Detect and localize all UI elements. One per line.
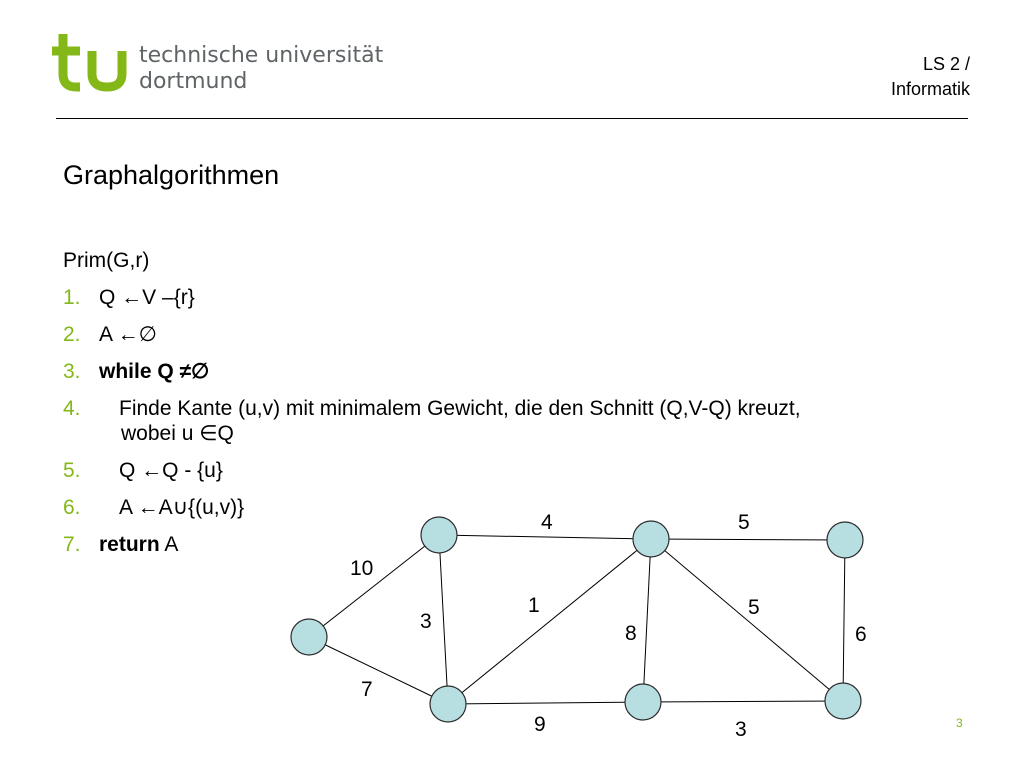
graph-node-c: [633, 521, 669, 557]
step-text: A ←A∪{(u,v)}: [119, 496, 245, 519]
graph-node-e: [430, 686, 466, 722]
step-number: 7.: [63, 533, 81, 556]
edge-weight-a-b: 10: [350, 557, 374, 580]
graph-edge-e-f: [448, 702, 643, 704]
step-text: Q ←V –{r}: [99, 286, 195, 309]
graph-edge-e-c: [448, 539, 651, 704]
algorithm-name: Prim(G,r): [63, 249, 150, 272]
step-text: Finde Kante (u,v) mit minimalem Gewicht, die den Schnitt (Q,V-Q) kreuzt,: [119, 397, 801, 420]
graph-node-b: [421, 517, 457, 553]
graph-node-a: [291, 619, 327, 655]
edge-weight-c-f: 8: [625, 622, 637, 645]
graph-edge-c-f: [643, 539, 651, 702]
step-text: Q ←Q - {u}: [119, 459, 223, 482]
edge-weight-b-e: 3: [420, 610, 432, 633]
chair-line2: Informatik: [890, 79, 970, 99]
graph-edge-a-e: [309, 637, 448, 704]
graph-edge-f-g: [643, 701, 843, 702]
graph-edge-b-c: [439, 535, 651, 539]
step-text: A ←∅: [99, 323, 157, 346]
graph-node-g: [825, 683, 861, 719]
step-number: 4.: [63, 397, 81, 420]
edge-weight-a-e: 7: [361, 678, 373, 701]
step-number: 1.: [63, 286, 81, 309]
edge-weight-e-f: 9: [534, 713, 546, 736]
step-text: A: [164, 533, 179, 556]
step-number: 6.: [63, 496, 81, 519]
page-number: 3: [956, 716, 963, 730]
edge-weight-e-c: 1: [528, 594, 540, 617]
step-keyword: return: [99, 533, 160, 556]
chair-line1: LS 2 /: [922, 54, 970, 74]
graph-edge-d-g: [843, 540, 845, 701]
graph-node-f: [625, 684, 661, 720]
edge-weight-c-g: 5: [748, 596, 760, 619]
graph-edge-c-g: [651, 539, 843, 701]
edge-weight-f-g: 3: [735, 718, 747, 741]
university-name-line2: dortmund: [139, 69, 248, 94]
graph-edge-c-d: [651, 539, 845, 540]
university-name-line1: technische universität: [139, 43, 384, 68]
graph-edge-b-e: [439, 535, 448, 704]
step-number: 3.: [63, 360, 81, 383]
edge-weight-c-d: 5: [738, 511, 750, 534]
step-number: 5.: [63, 459, 81, 482]
edge-weight-b-c: 4: [541, 511, 553, 534]
step-text: while Q ≠∅: [99, 360, 210, 383]
graph-node-d: [827, 522, 863, 558]
edge-weight-d-g: 6: [855, 623, 867, 646]
step-text-continuation: wobei u ∈Q: [121, 422, 234, 445]
slide-title: Graphalgorithmen: [63, 160, 280, 190]
step-number: 2.: [63, 323, 81, 346]
